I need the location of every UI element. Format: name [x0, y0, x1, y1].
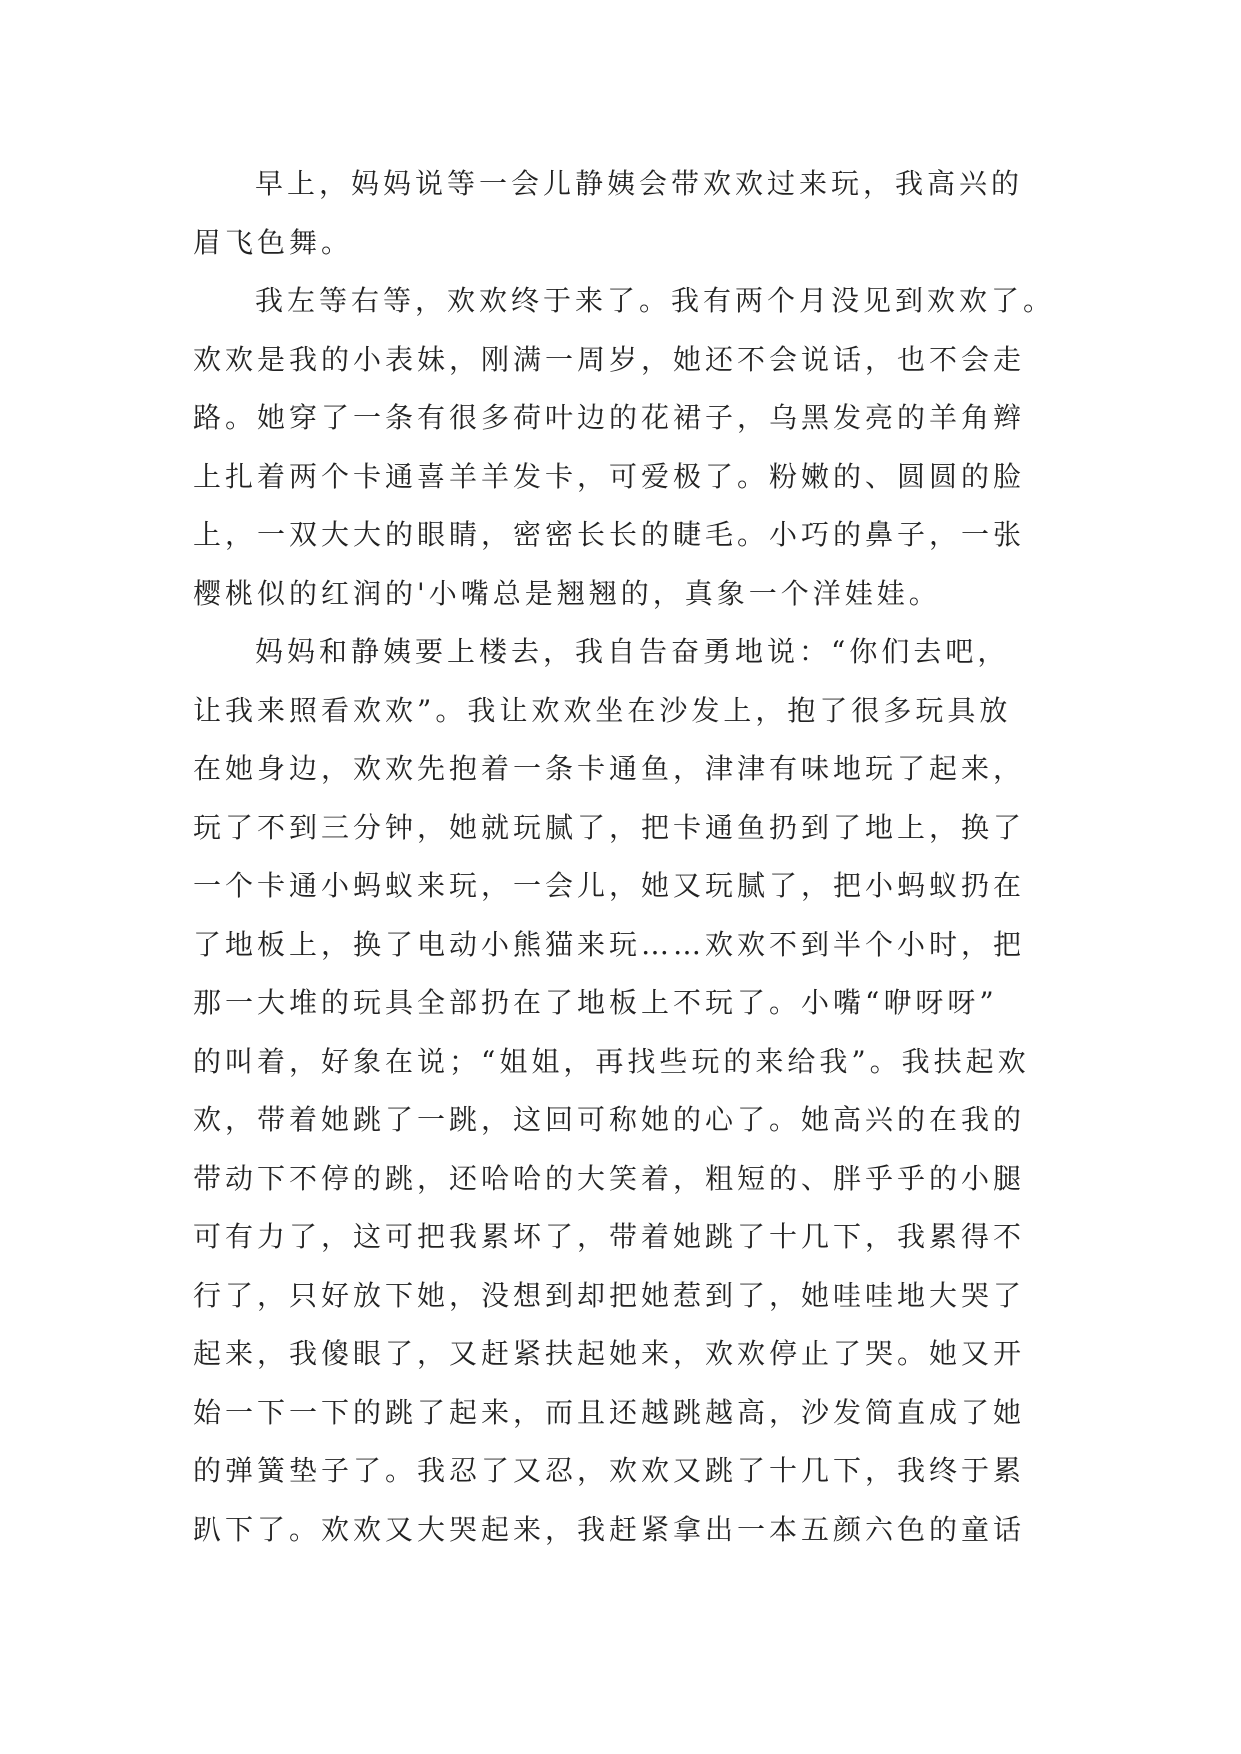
text-line: 行了，只好放下她，没想到却把她惹到了，她哇哇地大哭了	[193, 1278, 1026, 1312]
text-line: 樱桃似的红润的'小嘴总是翘翘的，真象一个洋娃娃。	[193, 576, 941, 610]
text-line: 可有力了，这可把我累坏了，带着她跳了十几下，我累得不	[193, 1220, 1026, 1253]
text-line: 上扎着两个卡通喜羊羊发卡，可爱极了。粉嫩的、圆圆的脸	[193, 459, 1026, 493]
document-body	[193, 155, 1056, 1559]
text-line: 上，一双大大的眼睛，密密长长的睫毛。小巧的鼻子，一张	[193, 518, 1026, 551]
text-line: 欢，带着她跳了一跳，这回可称她的心了。她高兴的在我的	[193, 1103, 1026, 1136]
text-line: 的弹簧垫子了。我忍了又忍，欢欢又跳了十几下，我终于累	[193, 1454, 1026, 1487]
text-line: 欢欢是我的小表妹，刚满一周岁，她还不会说话，也不会走	[193, 342, 1026, 376]
text-line: 路。她穿了一条有很多荷叶边的花裙子，乌黑发亮的羊角辫	[193, 401, 1026, 434]
text-line: 的叫着，好象在说；“姐姐，再找些玩的来给我”。我扶起欢	[193, 1044, 1030, 1078]
text-line: 让我来照看欢欢”。我让欢欢坐在沙发上，抱了很多玩具放	[193, 693, 1012, 727]
text-line: 起来，我傻眼了，又赶紧扶起她来，欢欢停止了哭。她又开	[193, 1337, 1026, 1370]
text-line: 玩了不到三分钟，她就玩腻了，把卡通鱼扔到了地上，换了	[193, 810, 1026, 844]
text-line: 那一大堆的玩具全部扔在了地板上不玩了。小嘴“咿呀呀”	[193, 986, 998, 1019]
text-line: 我左等右等，欢欢终于来了。我有两个月没见到欢欢了。	[255, 284, 1056, 317]
paragraph-3	[193, 623, 1053, 1559]
text-line: 妈妈和静姨要上楼去，我自告奋勇地说：“你们去吧，	[255, 635, 1010, 668]
text-line: 始一下一下的跳了起来，而且还越跳越高，沙发简直成了她	[193, 1395, 1026, 1429]
text-line: 在她身边，欢欢先抱着一条卡通鱼，津津有味地玩了起来，	[193, 752, 1026, 785]
text-line: 带动下不停的跳，还哈哈的大笑着，粗短的、胖乎乎的小腿	[193, 1161, 1026, 1195]
text-line: 早上，妈妈说等一会儿静姨会带欢欢过来玩，我高兴的	[255, 167, 1024, 200]
text-line: 一个卡通小蚂蚁来玩，一会儿，她又玩腻了，把小蚂蚁扔在	[193, 869, 1026, 902]
text-line: 眉飞色舞。	[193, 225, 354, 259]
paragraph-1	[193, 155, 1053, 272]
text-line: 了地板上，换了电动小熊猫来玩……欢欢不到半个小时，把	[193, 927, 1026, 961]
paragraph-2	[193, 272, 1056, 623]
text-line: 趴下了。欢欢又大哭起来，我赶紧拿出一本五颜六色的童话	[193, 1512, 1026, 1546]
